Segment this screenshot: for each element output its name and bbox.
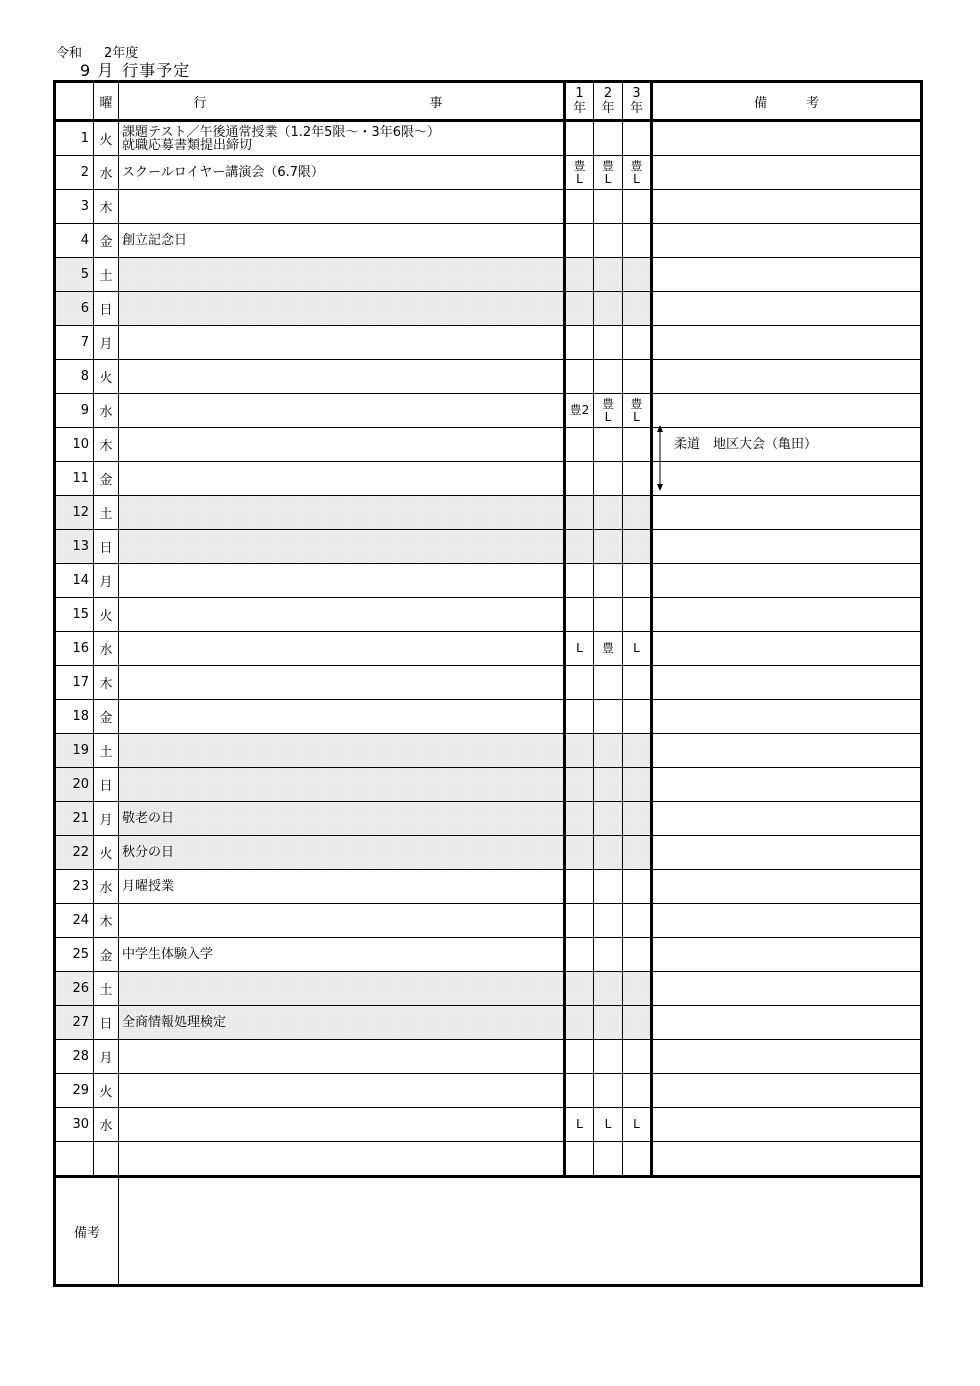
y3-cell xyxy=(623,1074,652,1108)
remarks-cell xyxy=(652,190,922,224)
weekday-cell: 火 xyxy=(94,121,119,156)
event-cell xyxy=(119,734,565,768)
remarks-cell xyxy=(652,360,922,394)
event-line: 就職応募書類提出締切 xyxy=(122,137,253,153)
remarks-cell xyxy=(652,700,922,734)
day-row xyxy=(55,462,922,496)
y3-cell xyxy=(623,564,652,598)
y2-mark: 豊 xyxy=(601,396,614,411)
day-number: 19 xyxy=(55,734,94,768)
y2-cell xyxy=(594,836,623,870)
y3-cell xyxy=(623,1108,652,1142)
y2-cell xyxy=(594,224,623,258)
weekday-cell: 土 xyxy=(94,258,119,292)
day-row xyxy=(55,870,922,904)
remarks-cell xyxy=(652,870,922,904)
y3-cell xyxy=(623,258,652,292)
weekday-cell: 土 xyxy=(94,734,119,768)
blank-cell xyxy=(565,1142,594,1177)
remarks-cell xyxy=(652,666,922,700)
y1-cell xyxy=(565,870,594,904)
y1-cell xyxy=(565,292,594,326)
day-number: 23 xyxy=(55,870,94,904)
remarks-cell xyxy=(652,632,922,666)
y2-cell xyxy=(594,598,623,632)
day-row xyxy=(55,938,922,972)
y1-cell xyxy=(565,972,594,1006)
month-suffix: 月 xyxy=(97,61,115,80)
remarks-cell xyxy=(652,1108,922,1142)
y1-cell xyxy=(565,802,594,836)
y1-cell xyxy=(565,938,594,972)
y3-cell xyxy=(623,496,652,530)
y2-cell xyxy=(594,326,623,360)
event-line: 中学生体験入学 xyxy=(122,947,214,962)
day-row xyxy=(55,224,922,258)
y1-mark: L xyxy=(576,171,583,186)
weekday-cell: 金 xyxy=(94,462,119,496)
remarks-cell xyxy=(652,972,922,1006)
event-cell xyxy=(119,972,565,1006)
event-cell xyxy=(119,870,565,904)
weekday-cell: 水 xyxy=(94,1108,119,1142)
event-cell xyxy=(119,156,565,190)
weekday-cell: 木 xyxy=(94,666,119,700)
day-number: 29 xyxy=(55,1074,94,1108)
y1-cell xyxy=(565,836,594,870)
y1-mark: 豊2 xyxy=(569,403,590,417)
weekday-cell: 水 xyxy=(94,870,119,904)
event-cell xyxy=(119,224,565,258)
event-cell xyxy=(119,768,565,802)
y1-cell xyxy=(565,904,594,938)
day-number: 18 xyxy=(55,700,94,734)
y2-cell xyxy=(594,632,623,666)
day-row xyxy=(55,496,922,530)
day-row xyxy=(55,326,922,360)
remarks-cell xyxy=(652,904,922,938)
day-row xyxy=(55,734,922,768)
day-number: 20 xyxy=(55,768,94,802)
weekday-cell: 日 xyxy=(94,530,119,564)
y2-mark: L xyxy=(604,1117,612,1131)
y3-mark: L xyxy=(633,1117,640,1131)
y3-cell xyxy=(623,768,652,802)
day-row xyxy=(55,972,922,1006)
weekday-cell: 月 xyxy=(94,326,119,360)
day-header xyxy=(55,82,94,121)
day-row xyxy=(55,190,922,224)
event-cell xyxy=(119,598,565,632)
blank-cell xyxy=(119,1142,565,1177)
day-row xyxy=(55,904,922,938)
y2-cell xyxy=(594,156,623,190)
event-cell xyxy=(119,700,565,734)
y3-cell xyxy=(623,394,652,428)
weekday-cell: 火 xyxy=(94,598,119,632)
y2-cell xyxy=(594,870,623,904)
y2-mark: 豊 xyxy=(601,641,614,655)
day-number: 4 xyxy=(55,224,94,258)
remarks-cell xyxy=(652,1040,922,1074)
y1-cell xyxy=(565,121,594,156)
day-row xyxy=(55,598,922,632)
title-text: 行事予定 xyxy=(122,61,191,80)
weekday-cell: 金 xyxy=(94,938,119,972)
year1-header: 1 年 xyxy=(565,82,594,121)
y1-mark: L xyxy=(576,641,583,655)
y1-cell xyxy=(565,428,594,462)
event-cell xyxy=(119,326,565,360)
fiscal-year-suffix: 年度 xyxy=(112,46,139,61)
weekday-cell: 月 xyxy=(94,802,119,836)
blank-row xyxy=(55,1142,922,1177)
y3-mark: L xyxy=(633,641,640,655)
y2-mark: L xyxy=(604,409,612,424)
y3-cell xyxy=(623,700,652,734)
y3-cell xyxy=(623,836,652,870)
y2-cell xyxy=(594,1074,623,1108)
y2-cell xyxy=(594,496,623,530)
schedule-table xyxy=(53,80,923,1287)
y1-cell xyxy=(565,700,594,734)
y1-cell xyxy=(565,598,594,632)
y3-cell xyxy=(623,428,652,462)
blank-cell xyxy=(94,1142,119,1177)
day-number: 6 xyxy=(55,292,94,326)
event-cell xyxy=(119,938,565,972)
y3-cell xyxy=(623,156,652,190)
y2-cell xyxy=(594,972,623,1006)
y3-mark: L xyxy=(633,409,640,424)
month-number: 9 xyxy=(80,61,92,80)
event-line: 敬老の日 xyxy=(122,811,175,826)
day-number: 27 xyxy=(55,1006,94,1040)
remarks-cell xyxy=(652,1074,922,1108)
event-cell xyxy=(119,564,565,598)
y2-cell xyxy=(594,564,623,598)
day-number: 25 xyxy=(55,938,94,972)
y2-cell xyxy=(594,904,623,938)
event-cell xyxy=(119,394,565,428)
y1-mark: L xyxy=(576,1117,583,1131)
y1-cell xyxy=(565,1074,594,1108)
day-row xyxy=(55,802,922,836)
y3-cell xyxy=(623,360,652,394)
y1-cell xyxy=(565,632,594,666)
y2-cell xyxy=(594,190,623,224)
day-row xyxy=(55,394,922,428)
weekday-cell: 水 xyxy=(94,632,119,666)
y3-mark: 豊 xyxy=(630,158,643,173)
y3-cell xyxy=(623,734,652,768)
event-cell xyxy=(119,802,565,836)
day-number: 21 xyxy=(55,802,94,836)
y2-cell xyxy=(594,292,623,326)
event-cell xyxy=(119,292,565,326)
blank-cell xyxy=(55,1142,94,1177)
weekday-cell: 木 xyxy=(94,428,119,462)
y1-cell xyxy=(565,360,594,394)
day-number: 15 xyxy=(55,598,94,632)
remarks-cell xyxy=(652,224,922,258)
weekday-cell: 日 xyxy=(94,292,119,326)
weekday-cell: 火 xyxy=(94,836,119,870)
weekday-cell: 水 xyxy=(94,394,119,428)
y1-cell xyxy=(565,462,594,496)
event-cell xyxy=(119,904,565,938)
day-row xyxy=(55,360,922,394)
y1-cell xyxy=(565,1040,594,1074)
event-cell xyxy=(119,496,565,530)
event-cell xyxy=(119,1074,565,1108)
y2-cell xyxy=(594,428,623,462)
day-row xyxy=(55,1074,922,1108)
y1-cell xyxy=(565,326,594,360)
y2-mark: L xyxy=(604,171,612,186)
day-row xyxy=(55,292,922,326)
y2-cell xyxy=(594,462,623,496)
remarks-cell xyxy=(652,802,922,836)
y2-mark: 豊 xyxy=(601,158,614,173)
day-number: 8 xyxy=(55,360,94,394)
weekday-cell: 水 xyxy=(94,156,119,190)
y1-cell xyxy=(565,768,594,802)
y2-cell xyxy=(594,802,623,836)
y2-cell xyxy=(594,258,623,292)
event-cell xyxy=(119,1108,565,1142)
page-title xyxy=(80,58,190,81)
y3-cell xyxy=(623,190,652,224)
weekday-cell: 金 xyxy=(94,224,119,258)
remarks-cell xyxy=(652,768,922,802)
notes-label: 備考 xyxy=(55,1177,119,1286)
remarks-header: 備 考 xyxy=(652,82,922,121)
y1-cell xyxy=(565,1108,594,1142)
event-cell xyxy=(119,632,565,666)
y3-cell xyxy=(623,938,652,972)
weekday-cell: 火 xyxy=(94,1074,119,1108)
y2-cell xyxy=(594,700,623,734)
blank-cell xyxy=(594,1142,623,1177)
day-number: 13 xyxy=(55,530,94,564)
day-row xyxy=(55,258,922,292)
y3-mark: 豊 xyxy=(630,396,643,411)
remarks-cell xyxy=(652,598,922,632)
day-row xyxy=(55,1108,922,1142)
day-row xyxy=(55,564,922,598)
y1-cell xyxy=(565,1006,594,1040)
era-name: 令和 xyxy=(56,46,83,61)
day-number: 24 xyxy=(55,904,94,938)
day-row xyxy=(55,156,922,190)
remarks-cell xyxy=(652,836,922,870)
y3-cell xyxy=(623,530,652,564)
event-cell xyxy=(119,1040,565,1074)
day-number: 17 xyxy=(55,666,94,700)
day-row xyxy=(55,1040,922,1074)
day-row xyxy=(55,121,922,156)
day-number: 3 xyxy=(55,190,94,224)
y3-cell xyxy=(623,326,652,360)
events-header: 行 事 xyxy=(119,82,565,121)
event-cell xyxy=(119,462,565,496)
y1-cell xyxy=(565,224,594,258)
y1-cell xyxy=(565,156,594,190)
y1-cell xyxy=(565,564,594,598)
weekday-cell: 土 xyxy=(94,972,119,1006)
event-cell xyxy=(119,666,565,700)
weekday-cell: 日 xyxy=(94,1006,119,1040)
y3-cell xyxy=(623,598,652,632)
weekday-cell: 月 xyxy=(94,564,119,598)
y3-cell xyxy=(623,224,652,258)
day-number: 22 xyxy=(55,836,94,870)
y2-cell xyxy=(594,734,623,768)
year2-header: 2 年 xyxy=(594,82,623,121)
y3-cell xyxy=(623,632,652,666)
y2-cell xyxy=(594,394,623,428)
day-number: 16 xyxy=(55,632,94,666)
y3-cell xyxy=(623,1040,652,1074)
y1-cell xyxy=(565,734,594,768)
day-number: 5 xyxy=(55,258,94,292)
day-row xyxy=(55,768,922,802)
remark-span-text: 柔道 地区大会（亀田） xyxy=(674,437,818,452)
y3-cell xyxy=(623,121,652,156)
y2-cell xyxy=(594,1006,623,1040)
y3-mark: L xyxy=(633,171,640,186)
y2-cell xyxy=(594,666,623,700)
event-cell xyxy=(119,190,565,224)
day-number: 14 xyxy=(55,564,94,598)
y3-cell xyxy=(623,462,652,496)
blank-cell xyxy=(652,1142,922,1177)
remarks-cell xyxy=(652,496,922,530)
weekday-cell: 火 xyxy=(94,360,119,394)
y2-cell xyxy=(594,768,623,802)
day-number: 28 xyxy=(55,1040,94,1074)
day-number: 1 xyxy=(55,121,94,156)
notes-row xyxy=(55,1177,922,1286)
y2-cell xyxy=(594,938,623,972)
event-cell xyxy=(119,1006,565,1040)
event-line: 創立記念日 xyxy=(122,233,188,248)
y2-cell xyxy=(594,1040,623,1074)
event-cell xyxy=(119,836,565,870)
day-number: 10 xyxy=(55,428,94,462)
y1-cell xyxy=(565,666,594,700)
remarks-cell xyxy=(652,1006,922,1040)
day-row xyxy=(55,632,922,666)
y3-cell xyxy=(623,802,652,836)
day-row xyxy=(55,530,922,564)
y2-cell xyxy=(594,121,623,156)
remarks-cell xyxy=(652,292,922,326)
blank-cell xyxy=(623,1142,652,1177)
y3-cell xyxy=(623,1006,652,1040)
event-cell xyxy=(119,121,565,156)
day-number: 30 xyxy=(55,1108,94,1142)
event-line: 全商情報処理検定 xyxy=(122,1015,227,1030)
event-line: 課題テスト／午後通常授業（1.2年5限〜・3年6限〜） xyxy=(122,124,440,140)
event-line: 秋分の日 xyxy=(122,845,175,860)
y3-cell xyxy=(623,870,652,904)
fiscal-year: 2 xyxy=(104,46,113,61)
event-cell xyxy=(119,360,565,394)
day-row xyxy=(55,1006,922,1040)
day-number: 9 xyxy=(55,394,94,428)
y3-cell xyxy=(623,972,652,1006)
weekday-cell: 土 xyxy=(94,496,119,530)
weekday-cell: 木 xyxy=(94,904,119,938)
weekday-cell: 木 xyxy=(94,190,119,224)
remarks-cell xyxy=(652,530,922,564)
day-number: 7 xyxy=(55,326,94,360)
y3-cell xyxy=(623,292,652,326)
header-row xyxy=(55,82,922,121)
weekday-cell: 金 xyxy=(94,700,119,734)
remark-span-arrow xyxy=(655,425,665,491)
day-row xyxy=(55,700,922,734)
remarks-cell xyxy=(652,734,922,768)
remarks-cell xyxy=(652,156,922,190)
day-row xyxy=(55,666,922,700)
remarks-cell xyxy=(652,394,922,428)
remarks-cell xyxy=(652,258,922,292)
remarks-cell xyxy=(652,564,922,598)
y1-cell xyxy=(565,190,594,224)
y2-cell xyxy=(594,530,623,564)
notes-area xyxy=(119,1177,922,1286)
year3-header: 3 年 xyxy=(623,82,652,121)
day-number: 11 xyxy=(55,462,94,496)
event-cell xyxy=(119,530,565,564)
y2-cell xyxy=(594,360,623,394)
y1-cell xyxy=(565,530,594,564)
weekday-cell: 日 xyxy=(94,768,119,802)
remarks-cell xyxy=(652,462,922,496)
y3-cell xyxy=(623,904,652,938)
day-row xyxy=(55,836,922,870)
day-number: 12 xyxy=(55,496,94,530)
event-line: スクールロイヤー講演会（6.7限） xyxy=(122,165,325,180)
remarks-cell xyxy=(652,121,922,156)
event-cell xyxy=(119,428,565,462)
y1-mark: 豊 xyxy=(573,158,586,173)
weekday-header: 曜 xyxy=(94,82,119,121)
event-cell xyxy=(119,258,565,292)
day-number: 2 xyxy=(55,156,94,190)
weekday-cell: 月 xyxy=(94,1040,119,1074)
remarks-cell xyxy=(652,938,922,972)
day-number: 26 xyxy=(55,972,94,1006)
y1-cell xyxy=(565,496,594,530)
event-line: 月曜授業 xyxy=(122,879,175,894)
y1-cell xyxy=(565,394,594,428)
y1-cell xyxy=(565,258,594,292)
y2-cell xyxy=(594,1108,623,1142)
y3-cell xyxy=(623,666,652,700)
remarks-cell xyxy=(652,326,922,360)
